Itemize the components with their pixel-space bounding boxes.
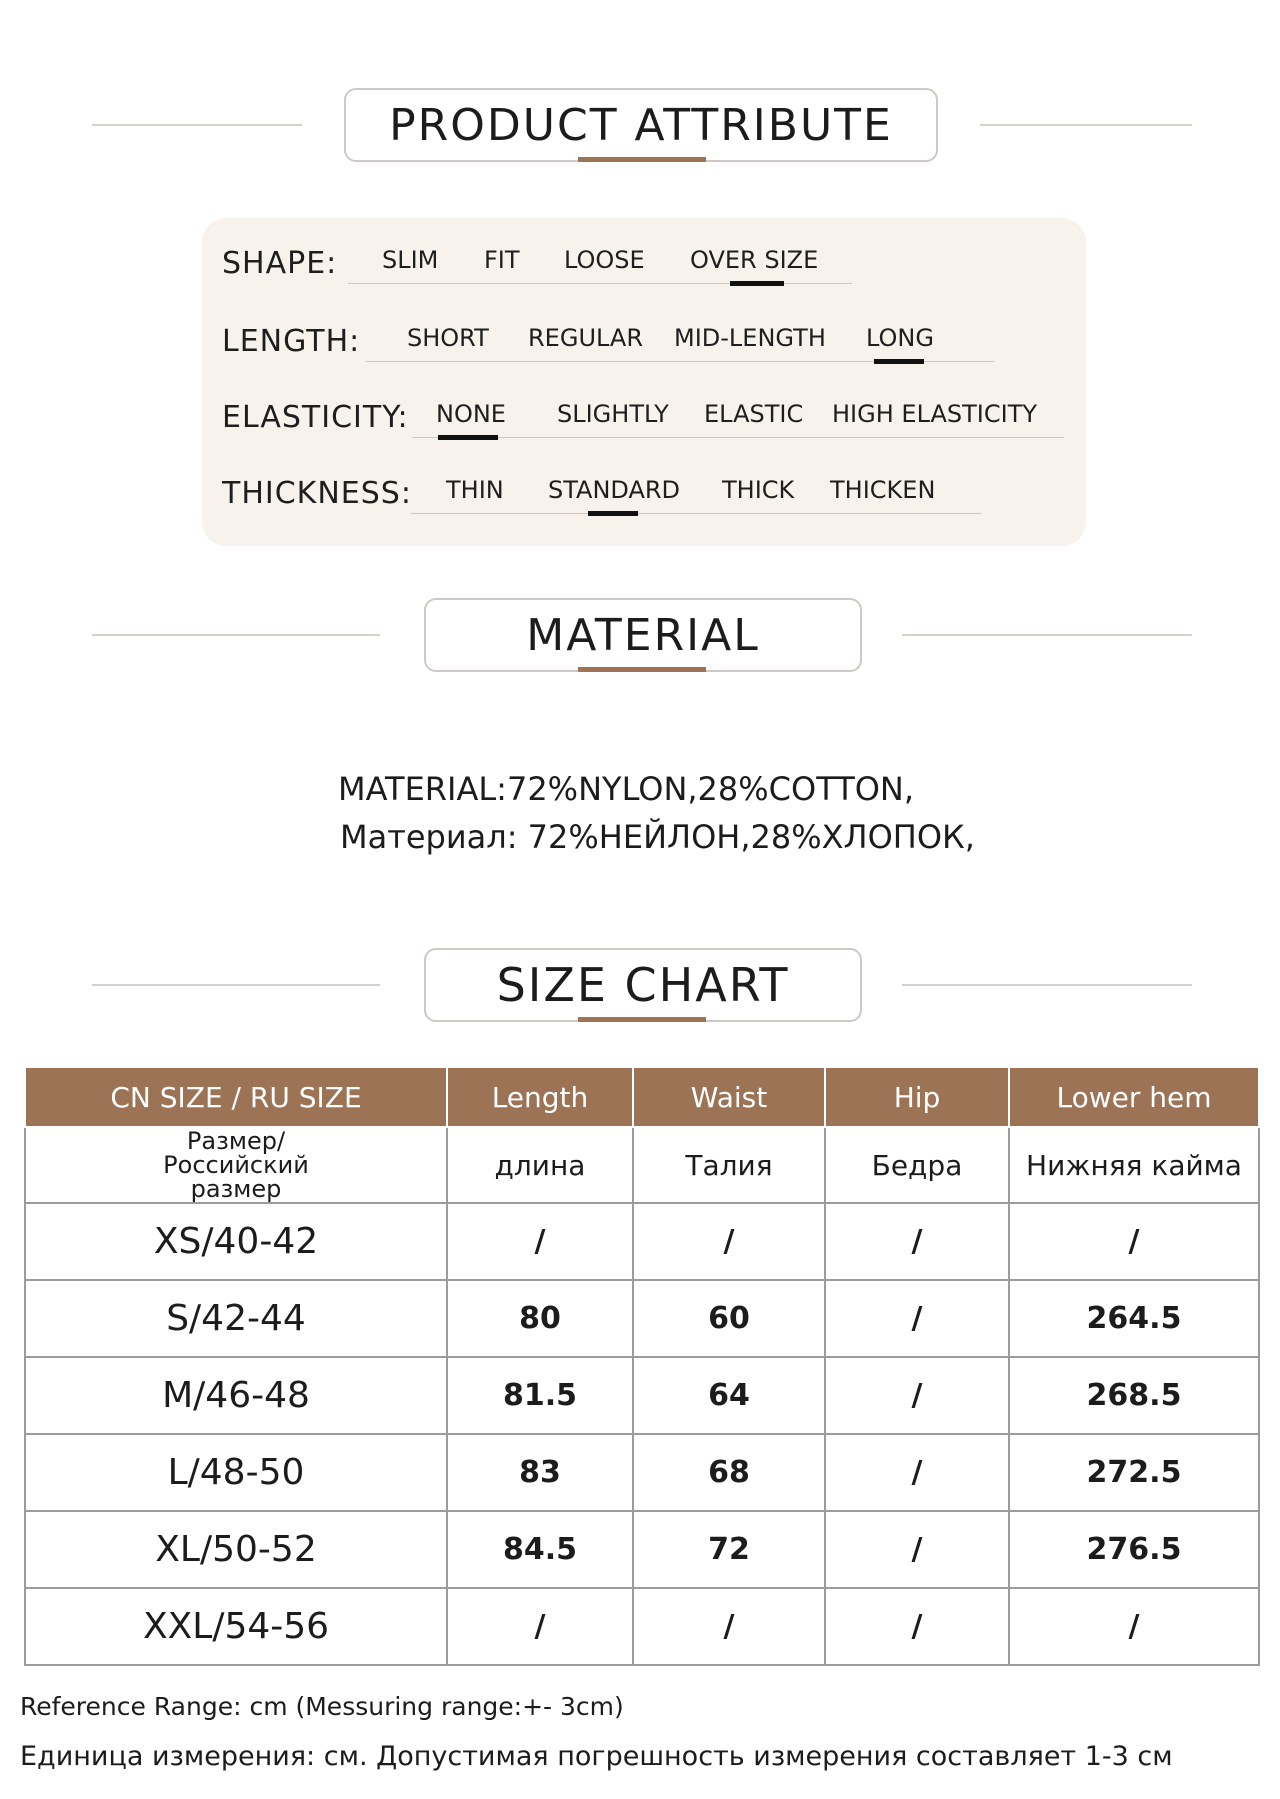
table-row [25, 1357, 1259, 1434]
size-cell: XL/50-52 [25, 1511, 447, 1588]
attr-option: ELASTIC [704, 400, 804, 428]
divider-right [902, 984, 1192, 986]
size-cell: S/42-44 [25, 1280, 447, 1357]
attr-row-thickness [202, 472, 1086, 532]
column-header-ru: Размер/Российский размер [25, 1127, 447, 1203]
table-row [25, 1280, 1259, 1357]
section-title-size-chart [424, 948, 862, 1022]
size-cell: XXL/54-56 [25, 1588, 447, 1665]
table-header-row-ru [25, 1127, 1259, 1203]
attr-option-selected: NONE [436, 400, 506, 428]
waist-cell: 72 [633, 1511, 825, 1588]
material-text-en: MATERIAL:72%NYLON,28%COTTON, [338, 770, 915, 808]
title-accent-bar [578, 667, 706, 672]
attr-row-rule [410, 513, 982, 514]
length-cell: 83 [447, 1434, 633, 1511]
column-header-ru: Нижняя кайма [1009, 1127, 1259, 1203]
selected-mark [588, 511, 638, 516]
lower-hem-cell: 264.5 [1009, 1280, 1259, 1357]
column-header-ru: Бедра [825, 1127, 1009, 1203]
table-row [25, 1203, 1259, 1280]
section-title-text: SIZE CHART [496, 958, 790, 1012]
attr-label-thickness: THICKNESS: [222, 476, 412, 511]
attr-label-elasticity: ELASTICITY: [222, 400, 409, 435]
size-chart-table [24, 1066, 1260, 1666]
section-title-text: PRODUCT ATTRIBUTE [389, 99, 893, 151]
title-accent-bar [578, 1017, 706, 1022]
attr-option: THIN [446, 476, 504, 504]
attr-row-elasticity [202, 396, 1086, 456]
waist-cell: / [633, 1203, 825, 1280]
size-cell: L/48-50 [25, 1434, 447, 1511]
attr-option: REGULAR [528, 324, 644, 352]
material-text-ru: Материал: 72%НЕЙЛОН,28%ХЛОПОК, [340, 818, 975, 856]
divider-left [92, 124, 302, 126]
attr-option: HIGH ELASTICITY [832, 400, 1038, 428]
divider-left [92, 984, 380, 986]
attr-row-length [202, 320, 1086, 380]
size-cell: XS/40-42 [25, 1203, 447, 1280]
title-accent-bar [578, 157, 706, 162]
column-header: Length [447, 1067, 633, 1127]
column-header-ru: Талия [633, 1127, 825, 1203]
hip-cell: / [825, 1357, 1009, 1434]
selected-mark [874, 359, 924, 364]
attr-label-length: LENGTH: [222, 324, 361, 359]
divider-right [980, 124, 1192, 126]
section-title-product-attribute [344, 88, 938, 162]
table-header-row [25, 1067, 1259, 1127]
column-header: Hip [825, 1067, 1009, 1127]
attr-option: THICK [722, 476, 795, 504]
section-title-material [424, 598, 862, 672]
lower-hem-cell: / [1009, 1588, 1259, 1665]
attr-option: SHORT [407, 324, 489, 352]
hip-cell: / [825, 1280, 1009, 1357]
waist-cell: 64 [633, 1357, 825, 1434]
divider-right [902, 634, 1192, 636]
attr-option-selected: OVER SIZE [690, 246, 819, 274]
attr-label-shape: SHAPE: [222, 246, 338, 281]
lower-hem-cell: 276.5 [1009, 1511, 1259, 1588]
hip-cell: / [825, 1511, 1009, 1588]
lower-hem-cell: / [1009, 1203, 1259, 1280]
waist-cell: 60 [633, 1280, 825, 1357]
attr-option: SLIGHTLY [557, 400, 669, 428]
attr-option-selected: STANDARD [548, 476, 681, 504]
attr-option: MID-LENGTH [674, 324, 826, 352]
column-header: CN SIZE / RU SIZE [25, 1067, 447, 1127]
attribute-panel [202, 218, 1086, 546]
column-header: Lower hem [1009, 1067, 1259, 1127]
hip-cell: / [825, 1434, 1009, 1511]
waist-cell: 68 [633, 1434, 825, 1511]
length-cell: / [447, 1203, 633, 1280]
table-row [25, 1511, 1259, 1588]
attr-option: LOOSE [564, 246, 645, 274]
table-row [25, 1434, 1259, 1511]
section-title-text: MATERIAL [526, 609, 760, 661]
hip-cell: / [825, 1588, 1009, 1665]
attr-option: THICKEN [830, 476, 936, 504]
selected-mark [438, 435, 498, 440]
length-cell: 81.5 [447, 1357, 633, 1434]
attr-row-shape [202, 242, 1086, 302]
reference-range-ru: Единица измерения: см. Допустимая погрешность измерения составляет 1-3 см [20, 1741, 1173, 1772]
attr-option-selected: LONG [866, 324, 934, 352]
hip-cell: / [825, 1203, 1009, 1280]
size-cell: M/46-48 [25, 1357, 447, 1434]
length-cell: 84.5 [447, 1511, 633, 1588]
length-cell: 80 [447, 1280, 633, 1357]
reference-range-en: Reference Range: cm (Messuring range:+- 3cm) [20, 1692, 624, 1721]
lower-hem-cell: 268.5 [1009, 1357, 1259, 1434]
table-row [25, 1588, 1259, 1665]
divider-left [92, 634, 380, 636]
selected-mark [730, 281, 784, 286]
length-cell: / [447, 1588, 633, 1665]
column-header-ru: длина [447, 1127, 633, 1203]
column-header: Waist [633, 1067, 825, 1127]
lower-hem-cell: 272.5 [1009, 1434, 1259, 1511]
attr-row-rule [412, 437, 1064, 438]
attr-option: SLIM [382, 246, 439, 274]
attr-option: FIT [484, 246, 520, 274]
waist-cell: / [633, 1588, 825, 1665]
